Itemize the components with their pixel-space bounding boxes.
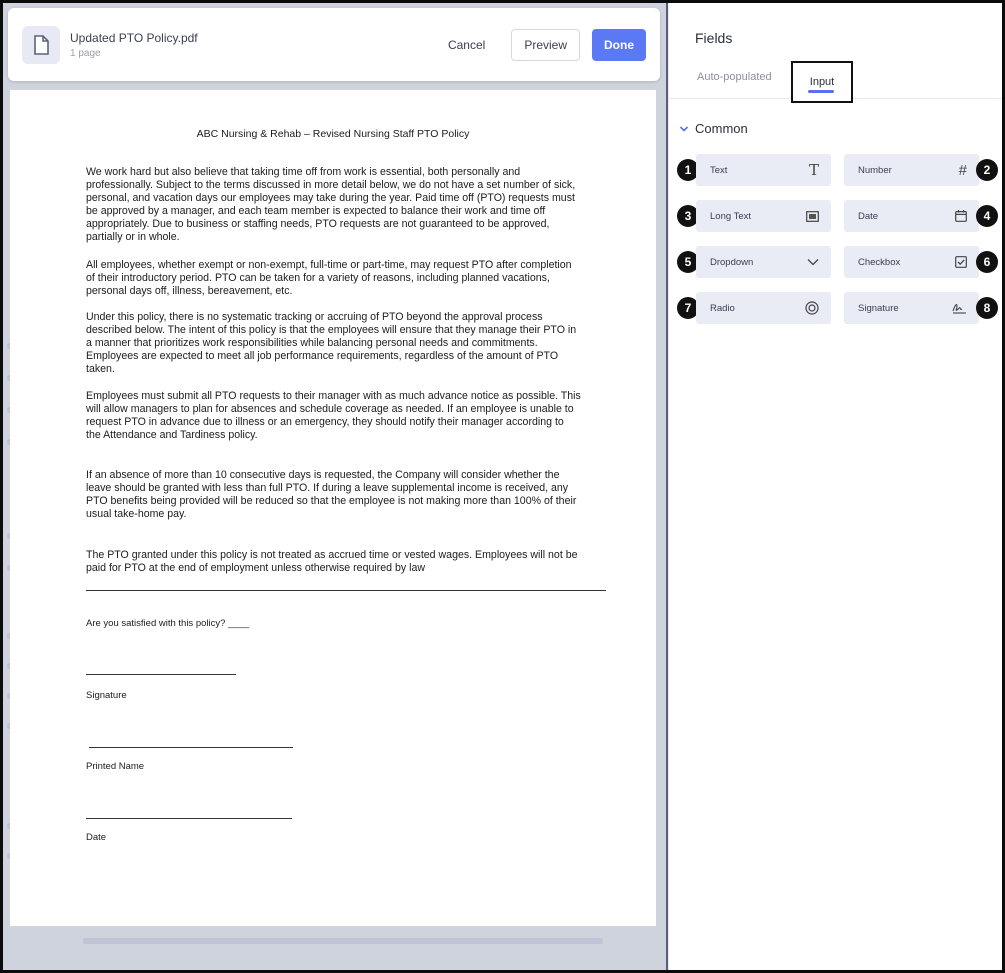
section-title: Common	[695, 121, 748, 136]
printed-name-line	[89, 747, 293, 748]
field-label: Checkbox	[858, 256, 901, 268]
signature-line	[86, 674, 236, 675]
callout-3: 3	[677, 205, 699, 227]
printed-name-label: Printed Name	[86, 761, 145, 772]
preview-button[interactable]: Preview	[511, 29, 580, 61]
field-radio-button[interactable]	[696, 292, 831, 324]
app-frame	[3, 3, 1002, 970]
panel-title: Fields	[695, 30, 733, 46]
document-header	[8, 8, 660, 81]
field-checkbox-button[interactable]	[844, 246, 979, 278]
chevron-down-icon	[807, 258, 819, 266]
callout-6: 6	[976, 251, 998, 273]
callout-2: 2	[976, 159, 998, 181]
document-paragraph: Employees must submit all PTO requests to their manager with as much advance notice as possible. This will allow managers to plan for absences and schedule coverage as needed. If an employee is unable to request PTO in advance due to illness or an emergency, they should notify their manager according to the Attendance and Tardiness policy.	[86, 390, 581, 441]
field-dropdown-button[interactable]	[696, 246, 831, 278]
calendar-icon	[955, 210, 967, 222]
file-icon	[22, 26, 60, 64]
cancel-button[interactable]: Cancel	[434, 32, 499, 58]
section-common-toggle[interactable]	[679, 121, 748, 136]
tab-input-label: Input	[809, 75, 835, 88]
field-tabs	[669, 61, 1002, 99]
document-paragraph: Under this policy, there is no systematic tracking or accruing of PTO beyond the approval process described below. The intent of this policy is that the employees will ensure that they manage their PTO in a manner that prioritizes work responsibilities while balancing personal needs and commitments. Employees are expected to meet all job performance requirements, regardless of the amount of PTO taken.	[86, 311, 577, 375]
hash-icon: #	[958, 161, 967, 179]
tab-input[interactable]	[791, 61, 853, 103]
callout-1: 1	[677, 159, 699, 181]
callout-7: 7	[677, 297, 699, 319]
callout-4: 4	[976, 205, 998, 227]
field-label: Text	[710, 164, 728, 176]
file-meta	[70, 31, 198, 59]
fields-panel	[668, 3, 1002, 970]
field-label: Date	[858, 210, 879, 222]
callout-5: 5	[677, 251, 699, 273]
policy-question: Are you satisfied with this policy? ____	[86, 618, 250, 629]
file-page-count: 1 page	[70, 47, 101, 59]
ghost-line	[83, 938, 603, 944]
field-label: Number	[858, 164, 892, 176]
signature-label: Signature	[86, 690, 127, 701]
section-divider	[86, 590, 606, 591]
field-signature-button[interactable]	[844, 292, 979, 324]
callout-8: 8	[976, 297, 998, 319]
checkbox-icon	[955, 256, 967, 268]
file-name: Updated PTO Policy.pdf	[70, 30, 198, 45]
field-long-text-button[interactable]	[696, 200, 831, 232]
field-number-button[interactable]	[844, 154, 979, 186]
document-paragraph: If an absence of more than 10 consecutive days is requested, the Company will consider whether the leave should be granted with less than full PTO. If during a leave supplemental income is received, any PTO benefits being provided will be reduced so that the employee is not making more than 100% of their usual take-home pay.	[86, 469, 577, 520]
document-paragraph: We work hard but also believe that taking time off from work is essential, both personally and professionally. Subject to the terms discussed in more detail below, we do not have a set number of sick, personal, and vacation days our employees may take during the year. Paid time off (PTO) requests must be approved by a manager, and each team member is expected to balance their work and time off appropriately. Due to business or staffing needs, PTO requests are not guaranteed to be approved, partially or in whole.	[86, 166, 576, 243]
signature-icon	[952, 302, 967, 314]
document-page	[10, 90, 656, 926]
long-text-icon	[806, 211, 819, 222]
field-text-button[interactable]	[696, 154, 831, 186]
document-title: ABC Nursing & Rehab – Revised Nursing Staff PTO Policy	[196, 128, 470, 140]
active-tab-indicator	[808, 90, 834, 93]
done-button[interactable]: Done	[592, 29, 646, 61]
chevron-down-icon	[679, 124, 689, 134]
field-label: Dropdown	[710, 256, 754, 268]
text-icon: T	[808, 161, 819, 179]
tab-auto-populated[interactable]: Auto-populated	[697, 61, 772, 93]
header-actions	[434, 29, 646, 61]
date-line	[86, 818, 292, 819]
field-label: Radio	[710, 302, 735, 314]
field-label: Long Text	[710, 210, 752, 222]
radio-icon	[805, 301, 819, 315]
document-paragraph: All employees, whether exempt or non-exempt, full-time or part-time, may request PTO after completion of their introductory period. PTO can be taken for a variety of reasons, including planned vacations, personal days off, illness, bereavement, etc.	[86, 259, 572, 297]
date-label: Date	[86, 832, 107, 843]
field-date-button[interactable]	[844, 200, 979, 232]
document-paragraph: The PTO granted under this policy is not treated as accrued time or vested wages. Employees will not be paid for PTO at the end of employment unless otherwise required by law	[86, 549, 578, 574]
field-label: Signature	[858, 302, 899, 314]
